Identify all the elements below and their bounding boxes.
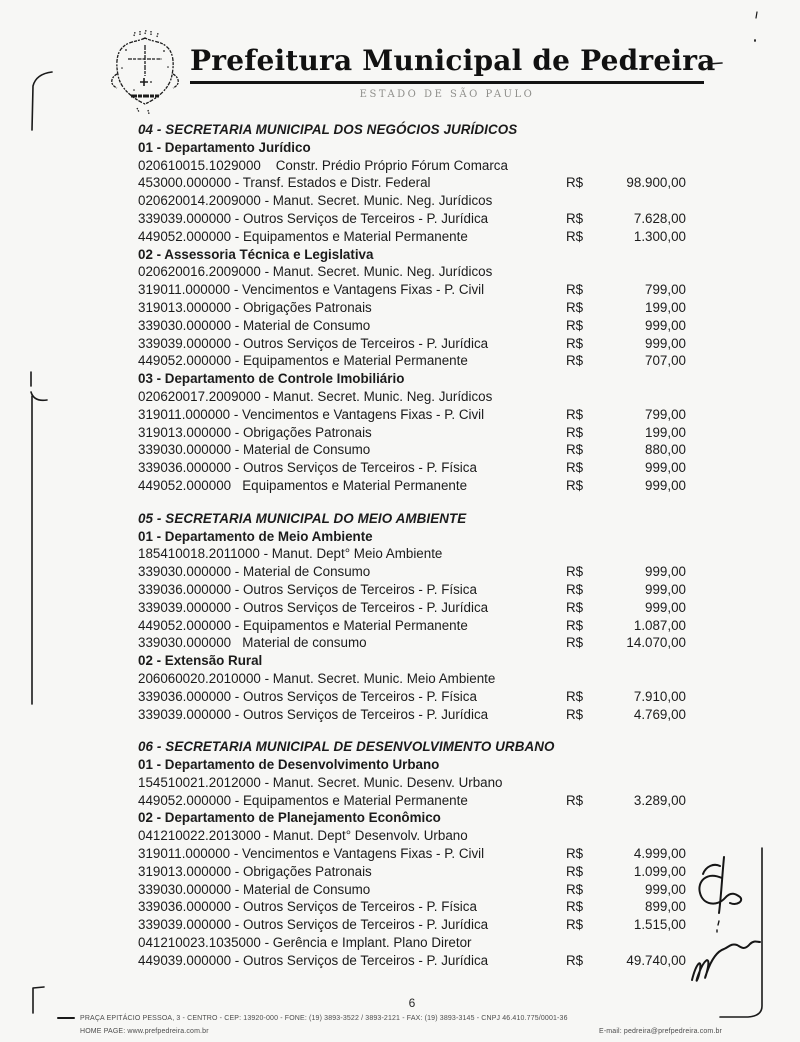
currency-label: R$ — [566, 210, 584, 226]
budget-item-row — [138, 634, 686, 652]
item-description: 319013.000000 - Obrigações Patronais — [138, 424, 372, 440]
budget-item-row — [138, 845, 686, 863]
item-description: 339036.000000 - Outros Serviços de Terceiros - P. Física — [138, 581, 477, 597]
section-title: 06 - SECRETARIA MUNICIPAL DE DESENVOLVIMENTO URBANO — [138, 739, 555, 755]
currency-label: R$ — [566, 175, 584, 191]
item-value: 7.628,00 — [633, 210, 686, 226]
program-heading: 185410018.2011000 - Manut. Dept° Meio Ambiente — [138, 546, 443, 562]
item-value: 999,00 — [645, 881, 686, 897]
coat-of-arms-icon — [104, 30, 186, 118]
budget-item-row — [138, 299, 686, 317]
item-value: 14.070,00 — [626, 635, 686, 651]
budget-item-row — [138, 863, 686, 881]
currency-label: R$ — [566, 792, 584, 808]
item-value: 999,00 — [645, 460, 686, 476]
currency-label: R$ — [566, 635, 584, 651]
document-body — [138, 121, 686, 970]
program-heading: 020620016.2009000 - Manut. Secret. Munic. Neg. Jurídicos — [138, 264, 493, 280]
department-heading: 01 - Departamento Jurídico — [138, 139, 311, 155]
budget-item-row — [138, 441, 686, 459]
item-description: 319011.000000 - Vencimentos e Vantagens Fixas - P. Civil — [138, 282, 485, 298]
section-title: 05 - SECRETARIA MUNICIPAL DO MEIO AMBIENTE — [138, 510, 467, 526]
footer-contacts — [80, 1028, 722, 1035]
currency-label: R$ — [566, 581, 584, 597]
header-subtitle: ESTADO DE SÃO PAULO — [359, 89, 535, 100]
footer-email: E-mail: pedreira@prefpedreira.com.br — [599, 1028, 722, 1035]
item-value: 49.740,00 — [626, 952, 686, 968]
currency-label: R$ — [566, 917, 584, 933]
program-heading: 041210023.1035000 - Gerência e Implant. Plano Diretor — [138, 935, 472, 951]
department-heading: 01 - Departamento de Desenvolvimento Urbano — [138, 757, 440, 773]
currency-label: R$ — [566, 599, 584, 615]
program-heading: 041210022.2013000 - Manut. Dept° Desenvolv. Urbano — [138, 828, 468, 844]
department-heading: 02 - Departamento de Planejamento Econômico — [138, 810, 441, 826]
budget-item-row — [138, 898, 686, 916]
item-description: 339039.000000 - Outros Serviços de Terceiros - P. Jurídica — [138, 706, 489, 722]
department-heading: 01 - Departamento de Meio Ambiente — [138, 528, 373, 544]
budget-item-row — [138, 174, 686, 192]
currency-label: R$ — [566, 477, 584, 493]
item-value: 899,00 — [645, 899, 686, 915]
handwritten-mark — [699, 857, 741, 932]
currency-label: R$ — [566, 228, 584, 244]
item-value: 1.515,00 — [633, 917, 686, 933]
item-description: 339039.000000 - Outros Serviços de Terceiros - P. Jurídica — [138, 599, 489, 615]
item-value: 7.910,00 — [633, 688, 686, 704]
item-value: 999,00 — [645, 599, 686, 615]
item-description: 319013.000000 - Obrigações Patronais — [138, 863, 372, 879]
item-description: 339036.000000 - Outros Serviços de Terceiros - P. Física — [138, 688, 477, 704]
item-value: 799,00 — [645, 406, 686, 422]
item-value: 880,00 — [645, 442, 686, 458]
budget-item-row — [138, 335, 686, 353]
currency-label: R$ — [566, 706, 584, 722]
budget-item-row — [138, 952, 686, 970]
item-description: 319013.000000 - Obrigações Patronais — [138, 299, 372, 315]
currency-label: R$ — [566, 460, 584, 476]
item-description: 339030.000000 Material de consumo — [138, 635, 367, 651]
currency-label: R$ — [566, 617, 584, 633]
item-description: 339039.000000 - Outros Serviços de Terceiros - P. Jurídica — [138, 335, 489, 351]
item-description: 449039.000000 - Outros Serviços de Terceiros - P. Jurídica — [138, 952, 489, 968]
budget-item-row — [138, 281, 686, 299]
item-value: 4.999,00 — [633, 846, 686, 862]
masthead — [190, 44, 716, 100]
department-heading: 02 - Assessoria Técnica e Legislativa — [138, 246, 374, 262]
item-description: 339036.000000 - Outros Serviços de Terceiros - P. Física — [138, 899, 477, 915]
budget-item-row — [138, 317, 686, 335]
currency-label: R$ — [566, 424, 584, 440]
item-value: 999,00 — [645, 477, 686, 493]
currency-label: R$ — [566, 299, 584, 315]
item-value: 999,00 — [645, 335, 686, 351]
item-value: 799,00 — [645, 282, 686, 298]
budget-item-row — [138, 228, 686, 246]
item-value: 999,00 — [645, 317, 686, 333]
item-description: 449052.000000 - Equipamentos e Material Permanente — [138, 353, 468, 369]
item-value: 999,00 — [645, 564, 686, 580]
currency-label: R$ — [566, 899, 584, 915]
department-heading: 02 - Extensão Rural — [138, 653, 263, 669]
currency-label: R$ — [566, 881, 584, 897]
item-description: 339030.000000 - Material de Consumo — [138, 881, 371, 897]
item-value: 199,00 — [645, 299, 686, 315]
footer-homepage: HOME PAGE: www.prefpedreira.com.br — [80, 1028, 209, 1035]
item-value: 707,00 — [645, 353, 686, 369]
currency-label: R$ — [566, 335, 584, 351]
program-heading: 020610015.1029000 Constr. Prédio Próprio Fórum Comarca — [138, 157, 508, 173]
item-description: 453000.000000 - Transf. Estados e Distr. Federal — [138, 175, 431, 191]
item-description: 339030.000000 - Material de Consumo — [138, 564, 371, 580]
currency-label: R$ — [566, 406, 584, 422]
budget-item-row — [138, 581, 686, 599]
currency-label: R$ — [566, 442, 584, 458]
budget-item-row — [138, 792, 686, 810]
budget-item-row — [138, 881, 686, 899]
budget-item-row — [138, 210, 686, 228]
budget-item-row — [138, 352, 686, 370]
program-heading: 020620014.2009000 - Manut. Secret. Munic. Neg. Jurídicos — [138, 193, 493, 209]
currency-label: R$ — [566, 688, 584, 704]
currency-label: R$ — [566, 317, 584, 333]
item-value: 3.289,00 — [633, 792, 686, 808]
budget-item-row — [138, 599, 686, 617]
item-description: 339030.000000 - Material de Consumo — [138, 442, 371, 458]
item-description: 339039.000000 - Outros Serviços de Terceiros - P. Jurídica — [138, 210, 489, 226]
header-rule — [190, 81, 704, 84]
currency-label: R$ — [566, 353, 584, 369]
item-value: 4.769,00 — [633, 706, 686, 722]
item-value: 199,00 — [645, 424, 686, 440]
currency-label: R$ — [566, 282, 584, 298]
page-title: Prefeitura Municipal de Pedreira — [190, 44, 716, 77]
currency-label: R$ — [566, 846, 584, 862]
budget-item-row — [138, 916, 686, 934]
currency-label: R$ — [566, 863, 584, 879]
budget-item-row — [138, 477, 686, 495]
currency-label: R$ — [566, 952, 584, 968]
item-value: 999,00 — [645, 581, 686, 597]
item-value: 98.900,00 — [626, 175, 686, 191]
item-description: 449052.000000 - Equipamentos e Material Permanente — [138, 617, 468, 633]
program-heading: 206060020.2010000 - Manut. Secret. Munic. Meio Ambiente — [138, 670, 496, 686]
page-number: 6 — [408, 996, 416, 1010]
program-heading: 020620017.2009000 - Manut. Secret. Munic. Neg. Jurídicos — [138, 388, 493, 404]
item-description: 339030.000000 - Material de Consumo — [138, 317, 371, 333]
budget-item-row — [138, 459, 686, 477]
item-description: 449052.000000 - Equipamentos e Material Permanente — [138, 792, 468, 808]
budget-item-row — [138, 563, 686, 581]
item-description: 319011.000000 - Vencimentos e Vantagens Fixas - P. Civil — [138, 846, 485, 862]
program-heading: 154510021.2012000 - Manut. Secret. Munic. Desenv. Urbano — [138, 774, 503, 790]
item-value: 1.099,00 — [633, 863, 686, 879]
department-heading: 03 - Departamento de Controle Imobiliário — [138, 371, 405, 387]
handwritten-signature — [692, 942, 760, 981]
budget-item-row — [138, 688, 686, 706]
currency-label: R$ — [566, 564, 584, 580]
footer-address: PRAÇA EPITÁCIO PESSOA, 3 - CENTRO - CEP: 13920-000 - FONE: (19) 3893-3522 / 3893-2121 - FAX: (19) 3893-3145 - CNPJ 46.410.775/0001-36 — [80, 1015, 568, 1022]
item-description: 339036.000000 - Outros Serviços de Terceiros - P. Física — [138, 460, 477, 476]
item-description: 319011.000000 - Vencimentos e Vantagens Fixas - P. Civil — [138, 406, 485, 422]
item-description: 449052.000000 Equipamentos e Material Permanente — [138, 477, 468, 493]
item-description: 339039.000000 - Outros Serviços de Terceiros - P. Jurídica — [138, 917, 489, 933]
budget-item-row — [138, 706, 686, 724]
budget-item-row — [138, 406, 686, 424]
budget-item-row — [138, 617, 686, 635]
item-value: 1.300,00 — [633, 228, 686, 244]
item-description: 449052.000000 - Equipamentos e Material Permanente — [138, 228, 468, 244]
budget-item-row — [138, 424, 686, 442]
item-value: 1.087,00 — [633, 617, 686, 633]
section-title: 04 - SECRETARIA MUNICIPAL DOS NEGÓCIOS JURÍDICOS — [138, 122, 518, 137]
